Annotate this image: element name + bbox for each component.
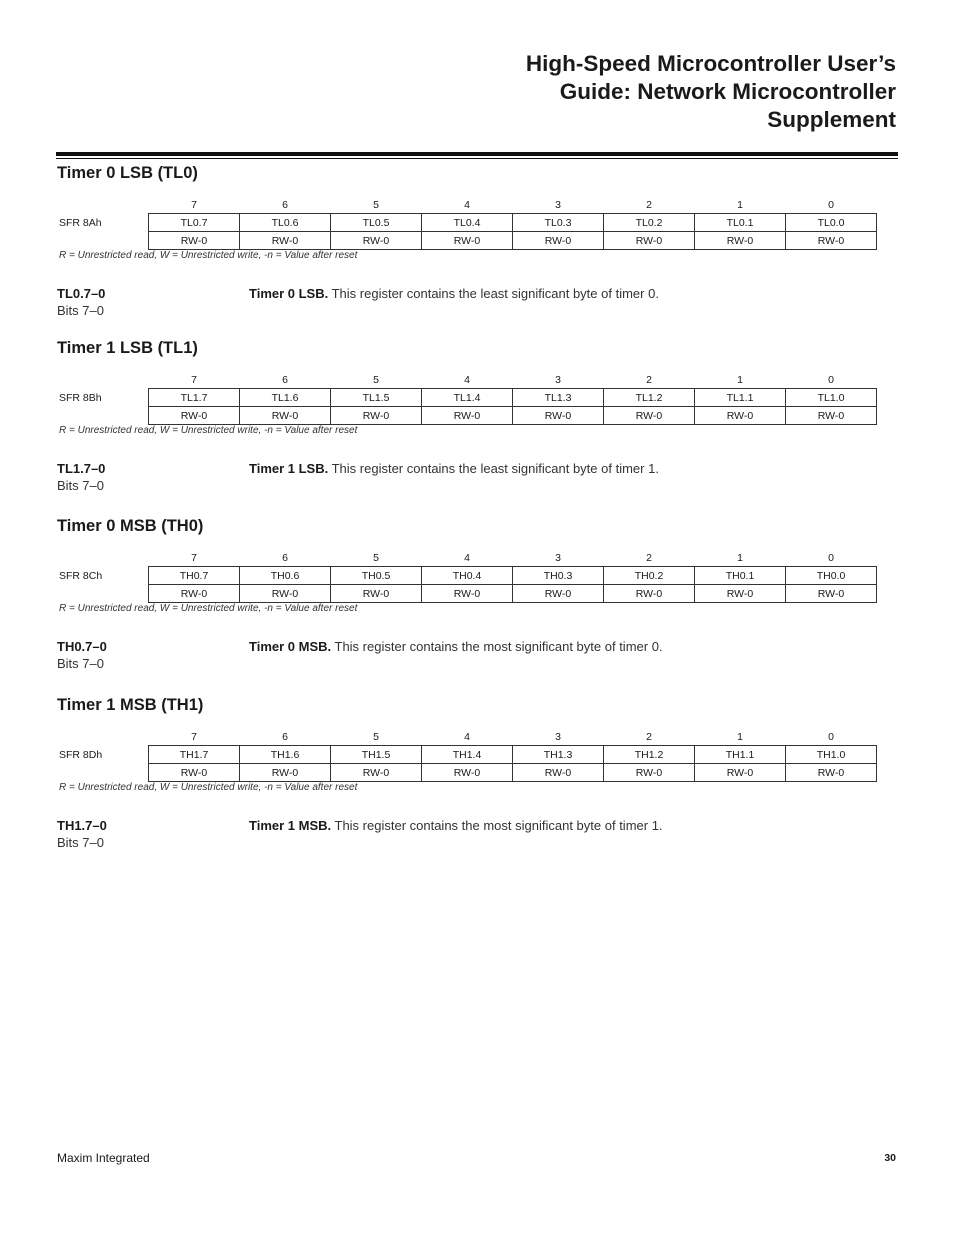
field-name: TL0.7–0 [57, 286, 106, 301]
field-description [249, 639, 663, 654]
bit-name-cell: TH0.2 [604, 567, 695, 585]
bit-number: 2 [646, 731, 652, 743]
bit-access-cell: RW-0 [149, 407, 240, 425]
bit-name-cell: TL1.5 [331, 389, 422, 407]
bit-name-cell: TH1.7 [149, 746, 240, 764]
empty-cell [57, 550, 149, 567]
bit-name-cell: TH0.1 [695, 567, 786, 585]
bit-number: 2 [646, 552, 652, 564]
access-legend: R = Unrestricted read, W = Unrestricted write, -n = Value after reset [59, 603, 358, 614]
bit-access-cell: RW-0 [695, 407, 786, 425]
bit-number: 3 [555, 552, 561, 564]
bit-name-cell: TL0.3 [513, 214, 604, 232]
description-lead: Timer 0 LSB. [249, 286, 329, 301]
bit-name-cell: TH0.7 [149, 567, 240, 585]
bit-name-cell: TL0.7 [149, 214, 240, 232]
bit-number: 3 [555, 374, 561, 386]
bit-access-cell: RW-0 [513, 764, 604, 782]
field-bits: Bits 7–0 [57, 835, 104, 850]
register-title: Timer 1 MSB (TH1) [57, 696, 204, 714]
sfr-address: SFR 8Ah [59, 216, 102, 229]
bit-access-cell: RW-0 [331, 232, 422, 250]
bit-name-cell: TL1.6 [240, 389, 331, 407]
bit-number: 7 [191, 731, 197, 743]
bit-name-cell: TL1.7 [149, 389, 240, 407]
bit-name-cell: TH0.6 [240, 567, 331, 585]
bit-name-cell: TL0.4 [422, 214, 513, 232]
bit-access-cell: RW-0 [604, 407, 695, 425]
bit-number: 4 [464, 731, 470, 743]
bit-access-cell: RW-0 [331, 764, 422, 782]
bit-name-cell: TL0.5 [331, 214, 422, 232]
register-title: Timer 1 LSB (TL1) [57, 339, 198, 357]
field-bits: Bits 7–0 [57, 303, 104, 318]
bit-access-cell: RW-0 [422, 585, 513, 603]
empty-cell [57, 232, 149, 250]
bit-name-cell: TL0.0 [786, 214, 877, 232]
field-name: TH0.7–0 [57, 639, 107, 654]
sfr-address: SFR 8Ch [59, 569, 103, 582]
bit-name-cell: TH0.0 [786, 567, 877, 585]
bit-number: 4 [464, 552, 470, 564]
field-bits: Bits 7–0 [57, 478, 104, 493]
bit-name-cell: TL1.1 [695, 389, 786, 407]
bit-number: 2 [646, 199, 652, 211]
bit-number: 5 [373, 552, 379, 564]
bit-name-cell: TH1.4 [422, 746, 513, 764]
sfr-address: SFR 8Bh [59, 391, 102, 404]
bit-name-cell: TL0.2 [604, 214, 695, 232]
bit-number: 2 [646, 374, 652, 386]
field-description [249, 818, 663, 833]
bit-access-cell: RW-0 [513, 232, 604, 250]
bit-access-cell: RW-0 [604, 585, 695, 603]
bit-access-cell: RW-0 [786, 407, 877, 425]
field-name: TH1.7–0 [57, 818, 107, 833]
bit-name-cell: TH1.2 [604, 746, 695, 764]
register-title: Timer 0 LSB (TL0) [57, 164, 198, 182]
bit-number: 1 [737, 199, 743, 211]
bit-name-cell: TL1.3 [513, 389, 604, 407]
bit-access-cell: RW-0 [240, 407, 331, 425]
bit-access-cell: RW-0 [513, 407, 604, 425]
bit-number: 4 [464, 374, 470, 386]
bit-number: 1 [737, 374, 743, 386]
bit-number: 0 [828, 731, 834, 743]
bit-name-cell: TL1.0 [786, 389, 877, 407]
access-legend: R = Unrestricted read, W = Unrestricted write, -n = Value after reset [59, 425, 358, 436]
register-table [57, 729, 877, 782]
empty-cell [57, 407, 149, 425]
bit-name-cell: TH0.3 [513, 567, 604, 585]
empty-cell [57, 729, 149, 746]
bit-access-cell: RW-0 [240, 585, 331, 603]
field-bits: Bits 7–0 [57, 656, 104, 671]
bit-number: 6 [282, 731, 288, 743]
bit-access-cell: RW-0 [695, 764, 786, 782]
bit-access-cell: RW-0 [513, 585, 604, 603]
bit-number: 0 [828, 552, 834, 564]
bit-name-cell: TH1.1 [695, 746, 786, 764]
field-description [249, 286, 659, 301]
bit-number: 5 [373, 199, 379, 211]
bit-number: 5 [373, 731, 379, 743]
register-table [57, 372, 877, 425]
bit-number: 0 [828, 374, 834, 386]
bit-number: 5 [373, 374, 379, 386]
bit-number: 7 [191, 552, 197, 564]
bit-name-cell: TH1.5 [331, 746, 422, 764]
bit-name-cell: TL1.4 [422, 389, 513, 407]
bit-number: 3 [555, 731, 561, 743]
description-text: This register contains the least significant byte of timer 1. [328, 461, 659, 476]
bit-access-cell: RW-0 [331, 585, 422, 603]
bit-name-cell: TH0.5 [331, 567, 422, 585]
field-name: TL1.7–0 [57, 461, 106, 476]
bit-access-cell: RW-0 [695, 585, 786, 603]
header-rule-thin [56, 158, 898, 159]
bit-access-cell: RW-0 [240, 764, 331, 782]
bit-name-cell: TH1.3 [513, 746, 604, 764]
bit-name-cell: TH1.6 [240, 746, 331, 764]
bit-number: 1 [737, 731, 743, 743]
register-table [57, 197, 877, 250]
description-lead: Timer 1 LSB. [249, 461, 329, 476]
bit-access-cell: RW-0 [786, 232, 877, 250]
footer-company: Maxim Integrated [57, 1151, 150, 1165]
register-title: Timer 0 MSB (TH0) [57, 517, 204, 535]
bit-number: 6 [282, 199, 288, 211]
access-legend: R = Unrestricted read, W = Unrestricted write, -n = Value after reset [59, 250, 358, 261]
bit-access-cell: RW-0 [786, 585, 877, 603]
bit-number: 6 [282, 552, 288, 564]
register-table [57, 550, 877, 603]
field-description [249, 461, 659, 476]
bit-access-cell: RW-0 [149, 764, 240, 782]
bit-number: 0 [828, 199, 834, 211]
bit-access-cell: RW-0 [240, 232, 331, 250]
title-line-3: Supplement [767, 107, 896, 132]
bit-access-cell: RW-0 [695, 232, 786, 250]
bit-access-cell: RW-0 [149, 585, 240, 603]
bit-access-cell: RW-0 [331, 407, 422, 425]
header-rule-thick [56, 152, 898, 156]
description-text: This register contains the most significant byte of timer 1. [331, 818, 663, 833]
bit-number: 6 [282, 374, 288, 386]
title-line-1: High-Speed Microcontroller User’s [525, 51, 896, 76]
description-lead: Timer 1 MSB. [249, 818, 332, 833]
bit-access-cell: RW-0 [786, 764, 877, 782]
bit-name-cell: TL0.1 [695, 214, 786, 232]
bit-access-cell: RW-0 [422, 407, 513, 425]
empty-cell [57, 372, 149, 389]
description-lead: Timer 0 MSB. [249, 639, 332, 654]
bit-access-cell: RW-0 [604, 764, 695, 782]
bit-access-cell: RW-0 [422, 232, 513, 250]
empty-cell [57, 764, 149, 782]
document-title [296, 50, 896, 134]
bit-access-cell: RW-0 [149, 232, 240, 250]
sfr-address: SFR 8Dh [59, 748, 103, 761]
bit-access-cell: RW-0 [422, 764, 513, 782]
bit-number: 7 [191, 199, 197, 211]
bit-name-cell: TH1.0 [786, 746, 877, 764]
bit-name-cell: TH0.4 [422, 567, 513, 585]
title-line-2: Guide: Network Microcontroller [559, 79, 896, 104]
access-legend: R = Unrestricted read, W = Unrestricted write, -n = Value after reset [59, 782, 358, 793]
footer-page-number: 30 [884, 1152, 896, 1164]
bit-number: 3 [555, 199, 561, 211]
bit-access-cell: RW-0 [604, 232, 695, 250]
bit-name-cell: TL1.2 [604, 389, 695, 407]
empty-cell [57, 585, 149, 603]
bit-number: 7 [191, 374, 197, 386]
bit-name-cell: TL0.6 [240, 214, 331, 232]
empty-cell [57, 197, 149, 214]
bit-number: 4 [464, 199, 470, 211]
description-text: This register contains the least significant byte of timer 0. [328, 286, 659, 301]
description-text: This register contains the most significant byte of timer 0. [331, 639, 663, 654]
bit-number: 1 [737, 552, 743, 564]
